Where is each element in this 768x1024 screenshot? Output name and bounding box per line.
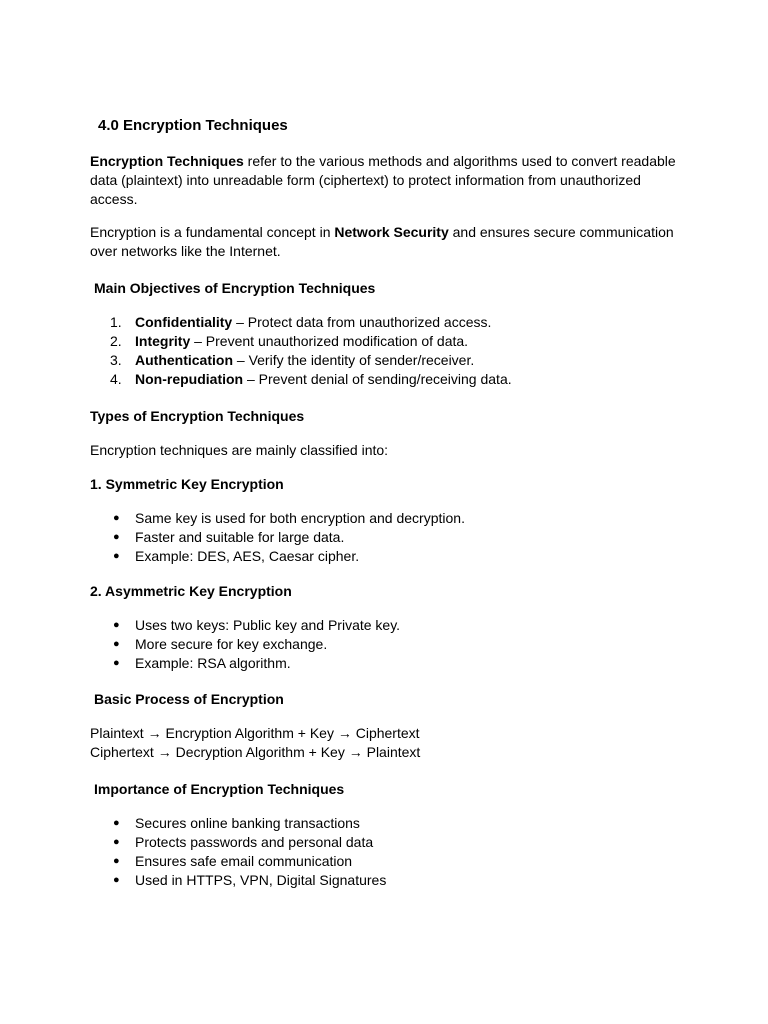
objective-term: Integrity — [135, 333, 191, 349]
bullet-icon: ● — [113, 855, 120, 867]
bullet-icon: ● — [113, 817, 120, 829]
bullet-icon: ● — [113, 874, 120, 886]
objective-term: Authentication — [135, 352, 233, 368]
objective-desc: – Protect data from unauthorized access. — [232, 314, 492, 330]
types-heading: Types of Encryption Techniques — [90, 408, 305, 424]
bullet-icon: ● — [113, 657, 120, 669]
concept-text-after: and ensures secure communication over networks like the Internet. — [90, 224, 674, 259]
objectives-heading: Main Objectives of Encryption Techniques — [94, 280, 376, 296]
list-item-text: Protects passwords and personal data — [135, 834, 374, 850]
process-heading: Basic Process of Encryption — [94, 691, 284, 707]
list-number: 2. — [110, 333, 122, 349]
concept-term: Network Security — [334, 224, 449, 240]
list-item-text: Secures online banking transactions — [135, 815, 360, 831]
objective-term: Non-repudiation — [135, 371, 244, 387]
bullet-icon: ● — [113, 550, 120, 562]
list-item-text: More secure for key exchange. — [135, 636, 328, 652]
process-line-decrypt: Ciphertext → Decryption Algorithm + Key → Plaintext — [90, 744, 421, 760]
concept-paragraph — [90, 223, 680, 261]
concept-text-before: Encryption is a fundamental concept in — [90, 224, 335, 240]
objective-desc: – Prevent denial of sending/receiving data. — [243, 371, 512, 387]
objective-term: Confidentiality — [135, 314, 233, 330]
types-intro: Encryption techniques are mainly classified into: — [90, 442, 389, 458]
bullet-icon: ● — [113, 619, 120, 631]
intro-term: Encryption Techniques — [90, 153, 244, 169]
bullet-icon: ● — [113, 638, 120, 650]
list-item-text: Example: RSA algorithm. — [135, 655, 291, 671]
objective-desc: – Verify the identity of sender/receiver. — [233, 352, 475, 368]
objective-desc: – Prevent unauthorized modification of data. — [190, 333, 469, 349]
list-item-text: Ensures safe email communication — [135, 853, 353, 869]
bullet-icon: ● — [113, 531, 120, 543]
list-number: 1. — [110, 314, 122, 330]
list-item-text: Used in HTTPS, VPN, Digital Signatures — [135, 872, 387, 888]
symmetric-heading: 1. Symmetric Key Encryption — [90, 476, 284, 492]
list-item-text: Faster and suitable for large data. — [135, 529, 345, 545]
list-number: 4. — [110, 371, 122, 387]
list-item-text: Same key is used for both encryption and decryption. — [135, 510, 465, 526]
intro-text: refer to the various methods and algorithms used to convert readable data (plaintext) into unreadable form (ciphertext) to protect information from unauthorized access. — [90, 153, 676, 207]
list-item-text: Example: DES, AES, Caesar cipher. — [135, 548, 360, 564]
importance-heading: Importance of Encryption Techniques — [94, 781, 345, 797]
list-item-text: Uses two keys: Public key and Private key. — [135, 617, 401, 633]
process-line-encrypt: Plaintext → Encryption Algorithm + Key → Ciphertext — [90, 725, 420, 741]
bullet-icon: ● — [113, 512, 120, 524]
asymmetric-heading: 2. Asymmetric Key Encryption — [90, 583, 292, 599]
bullet-icon: ● — [113, 836, 120, 848]
intro-paragraph — [90, 152, 680, 209]
list-number: 3. — [110, 352, 122, 368]
page-title: 4.0 Encryption Techniques — [98, 117, 288, 134]
